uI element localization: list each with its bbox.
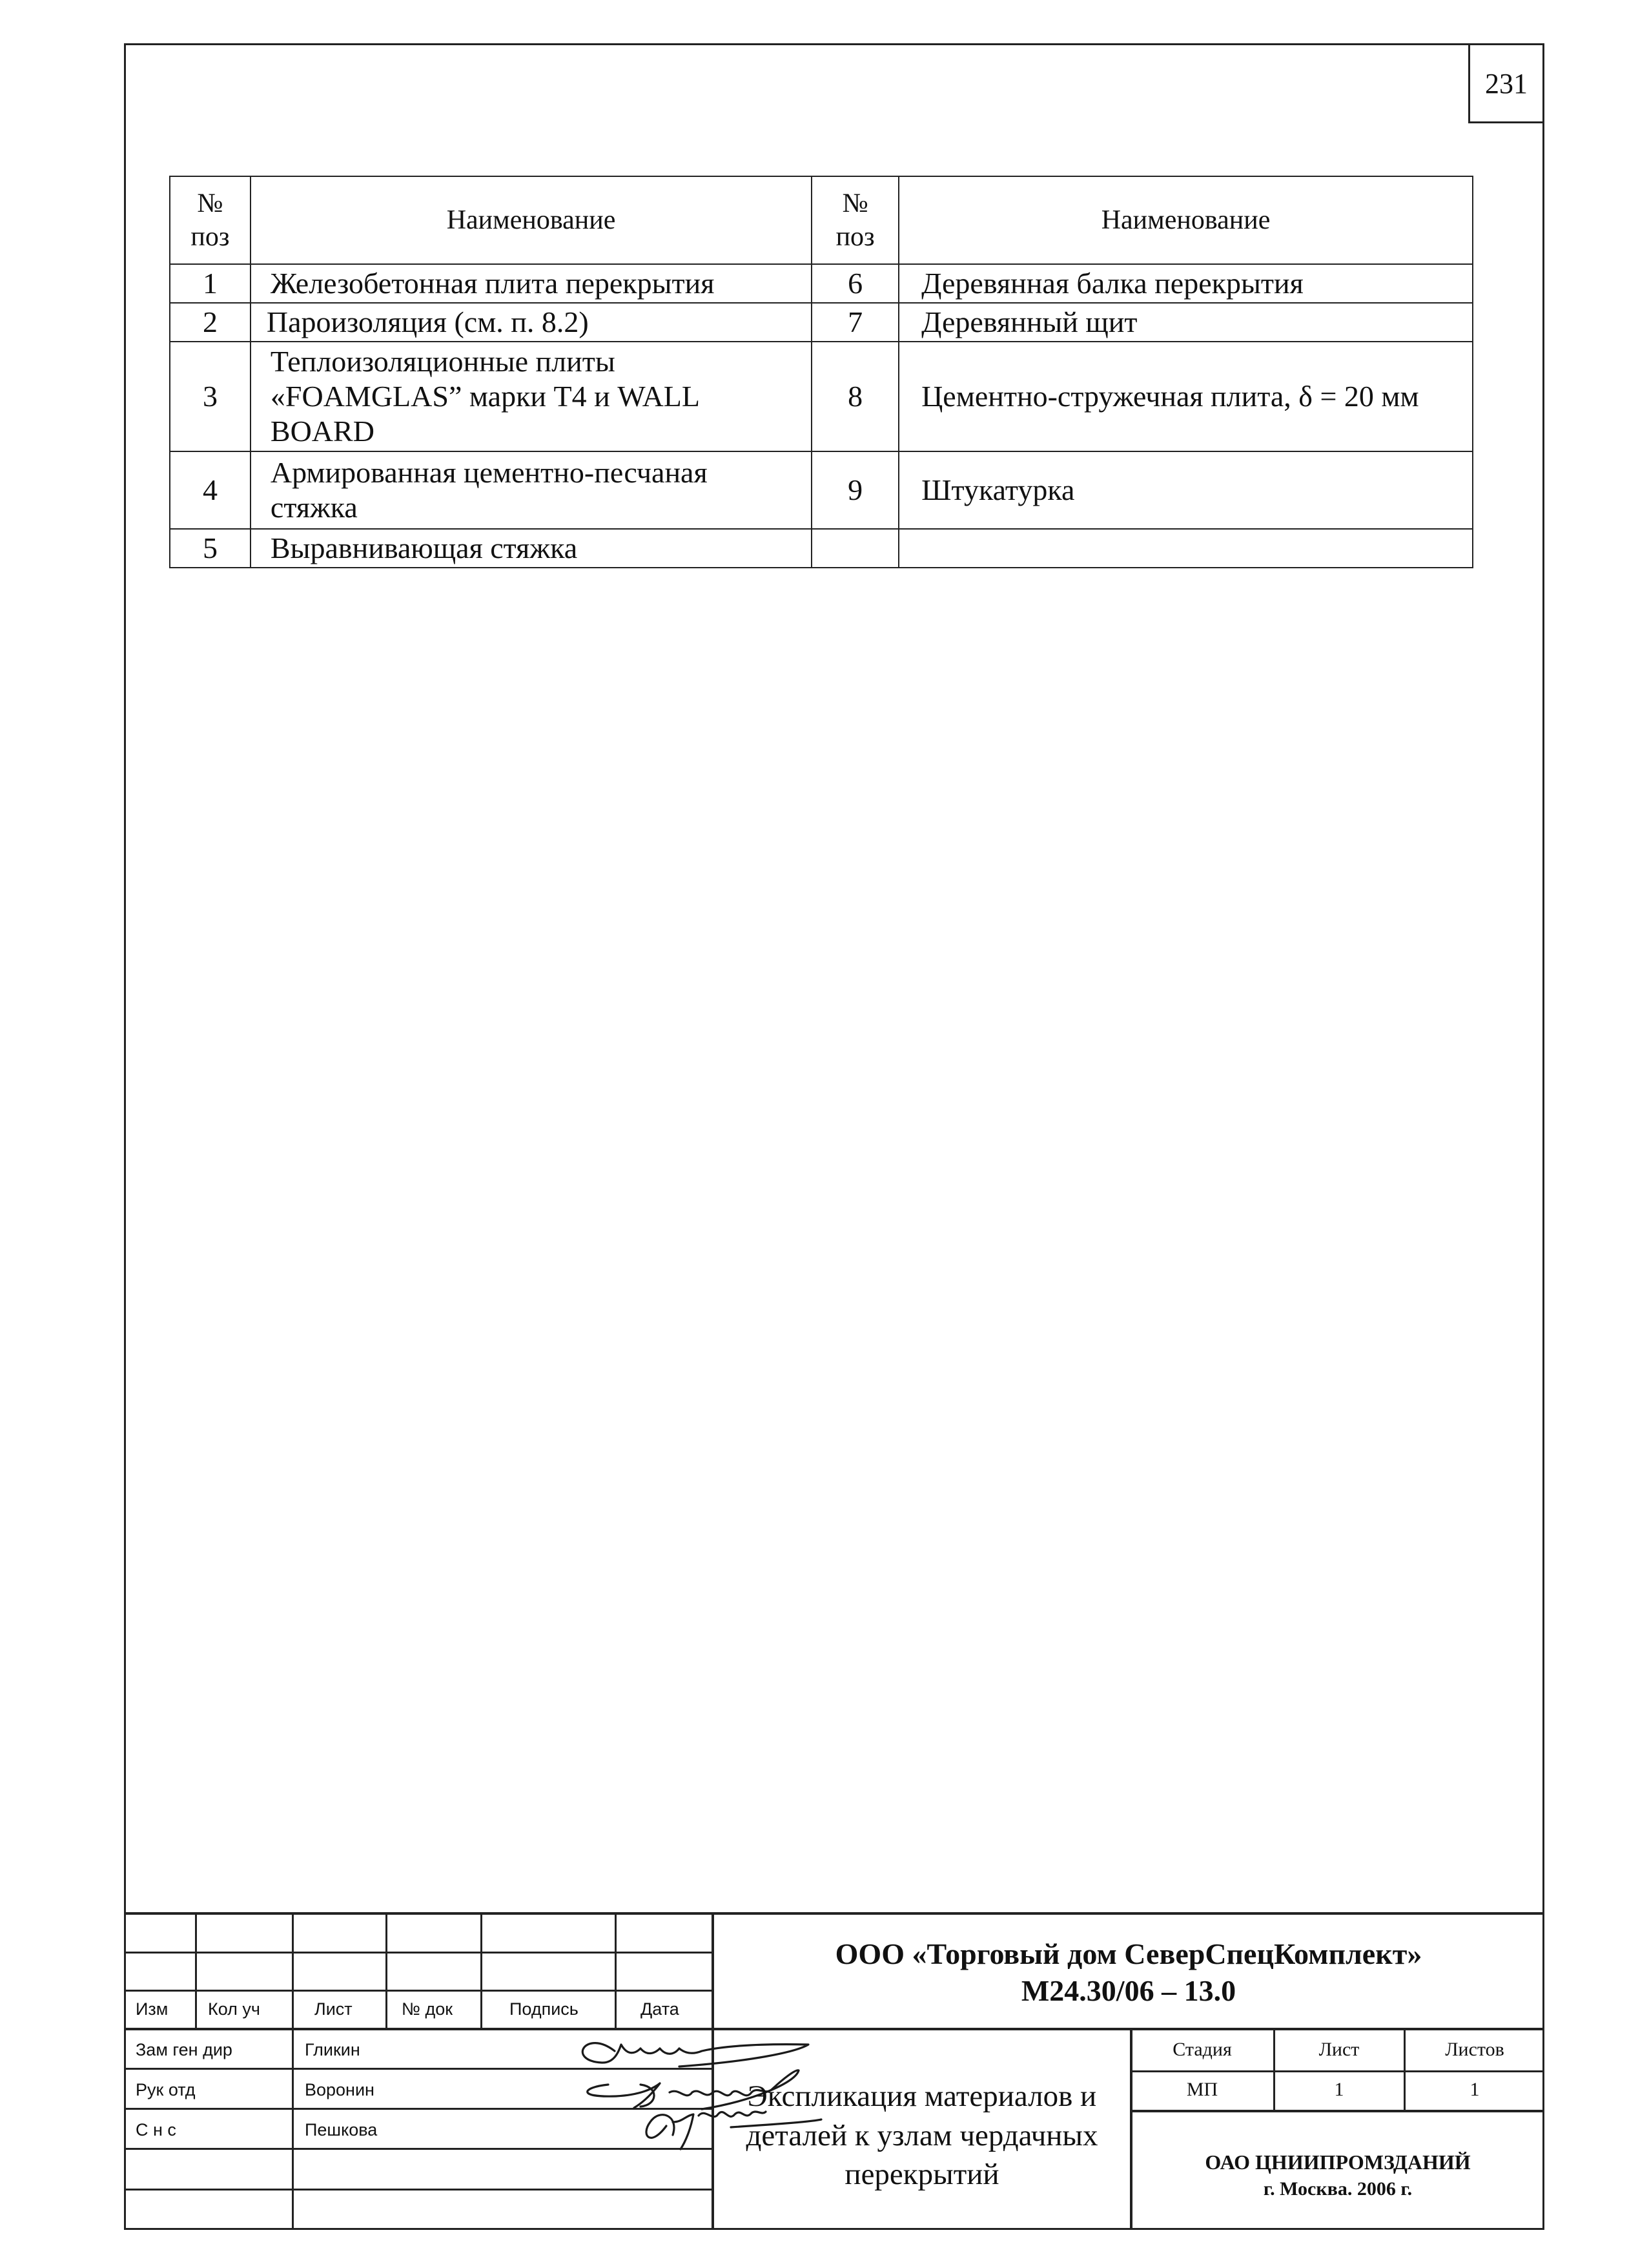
col-data: Дата bbox=[640, 1999, 679, 2019]
position-number: 5 bbox=[170, 529, 251, 568]
title-block bbox=[124, 1912, 1544, 2230]
table-row bbox=[170, 451, 1473, 529]
document-code: М24.30/06 – 13.0 bbox=[1021, 1974, 1236, 2008]
position-number: 4 bbox=[170, 451, 251, 529]
position-number: 2 bbox=[170, 303, 251, 342]
sheets-value: 1 bbox=[1470, 2079, 1480, 2100]
table-row bbox=[170, 303, 1473, 342]
organization-header bbox=[713, 1935, 1544, 2009]
materials-table bbox=[169, 176, 1473, 568]
sheet-value: 1 bbox=[1334, 2079, 1344, 2100]
material-name: Деревянный щит bbox=[899, 303, 1473, 342]
person-name: Гликин bbox=[305, 2040, 360, 2059]
sheets-label: Листов bbox=[1445, 2039, 1504, 2060]
role-deputy-director: Зам ген дир bbox=[136, 2040, 232, 2059]
stage-label: Стадия bbox=[1173, 2039, 1232, 2060]
material-name: Цементно-стружечная плита, δ = 20 мм bbox=[899, 342, 1473, 451]
material-name: Выравнивающая стяжка bbox=[251, 529, 812, 568]
col-n-dok: № док bbox=[402, 1999, 453, 2019]
header-num-right: № поз bbox=[812, 176, 899, 264]
col-list: Лист bbox=[314, 1999, 353, 2019]
header-name-left: Наименование bbox=[251, 176, 812, 264]
position-number: 1 bbox=[170, 264, 251, 303]
table-row bbox=[170, 264, 1473, 303]
position-number: 8 bbox=[812, 342, 899, 451]
position-number: 3 bbox=[170, 342, 251, 451]
header-num-left: № поз bbox=[170, 176, 251, 264]
col-kol-uch: Кол уч bbox=[208, 1999, 260, 2019]
header-name-right: Наименование bbox=[899, 176, 1473, 264]
material-name: Теплоизоляционные плиты «FOAMGLAS” марки Т4 и WALL BOARD bbox=[251, 342, 812, 451]
institute-block bbox=[1131, 2149, 1544, 2203]
material-name: Армированная цементно-песчаная стяжка bbox=[251, 451, 812, 529]
organization-name: ООО «Торговый дом СеверСпецКомплект» bbox=[835, 1937, 1422, 1970]
role-department-head: Рук отд bbox=[136, 2080, 196, 2099]
material-name: Пароизоляция (см. п. 8.2) bbox=[251, 303, 812, 342]
col-podpis: Подпись bbox=[509, 1999, 579, 2019]
position-number: 7 bbox=[812, 303, 899, 342]
position-number: 6 bbox=[812, 264, 899, 303]
material-name: Деревянная балка перекрытия bbox=[899, 264, 1473, 303]
person-name: Пешкова bbox=[305, 2120, 378, 2139]
table-header-row bbox=[170, 176, 1473, 264]
material-name bbox=[899, 529, 1473, 568]
sheet-label: Лист bbox=[1318, 2039, 1360, 2060]
stage-value: МП bbox=[1186, 2079, 1218, 2100]
col-izm: Изм bbox=[136, 1999, 169, 2019]
institute-name: ОАО ЦНИИПРОМЗДАНИЙ bbox=[1205, 2150, 1471, 2174]
material-name: Железобетонная плита перекрытия bbox=[251, 264, 812, 303]
table-row bbox=[170, 529, 1473, 568]
person-name: Воронин bbox=[305, 2080, 374, 2099]
role-senior-researcher: С н с bbox=[136, 2120, 176, 2139]
position-number bbox=[812, 529, 899, 568]
page-number: 231 bbox=[1468, 43, 1544, 123]
material-name: Штукатурка bbox=[899, 451, 1473, 529]
table-row bbox=[170, 342, 1473, 451]
institute-place: г. Москва. 2006 г. bbox=[1263, 2178, 1413, 2200]
position-number: 9 bbox=[812, 451, 899, 529]
document-title: Экспликация материалов и деталей к узлам чердачных перекрытий bbox=[746, 2079, 1098, 2192]
